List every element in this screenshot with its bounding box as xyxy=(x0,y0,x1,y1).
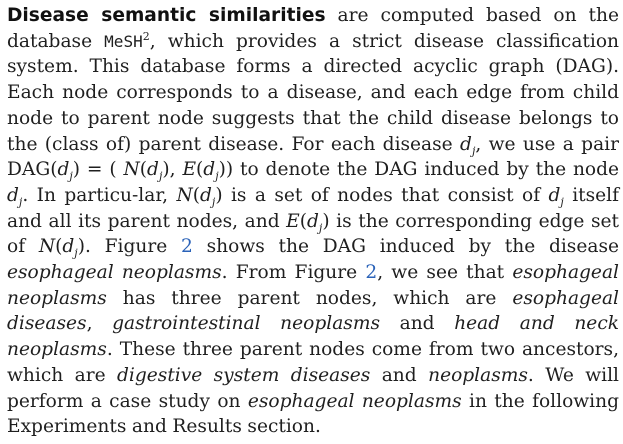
math-n-dj: $N(d_j)$ xyxy=(38,236,85,261)
figure-reference-link[interactable]: 2 xyxy=(181,236,193,258)
math-e-dj: $E(d_j)$ xyxy=(286,210,330,235)
text-segment: , we use a pair xyxy=(475,133,619,155)
text-segment: . Figure xyxy=(84,236,182,258)
math-dj: $d_j$ xyxy=(548,184,564,209)
text-segment: , xyxy=(86,313,113,335)
math-dj: $d_j$ xyxy=(460,133,476,158)
text-segment: in the following Experiments and Results section. xyxy=(7,390,620,438)
disease-term: head and neck neoplasms xyxy=(7,313,619,361)
math-n-dj: $N(d_j)$ xyxy=(176,184,223,209)
database-name: MeSH xyxy=(104,31,143,51)
body-paragraph xyxy=(7,3,619,440)
text-segment: . From Figure xyxy=(221,262,366,284)
text-segment: is a set of nodes that consist of xyxy=(222,184,549,206)
text-segment: . These three parent nodes come from two ancestors, which are xyxy=(7,339,619,386)
paragraph-lead-in: Disease semantic similarities xyxy=(7,5,326,26)
text-segment: . We will perform a case study on xyxy=(7,364,619,412)
disease-term: digestive system diseases xyxy=(117,364,371,386)
figure-reference-link[interactable]: 2 xyxy=(365,262,378,284)
disease-term: esophageal neoplasms xyxy=(7,262,222,284)
text-segment: . In particu-lar, xyxy=(22,184,177,206)
disease-term: esophageal neoplasms xyxy=(247,390,462,412)
text-segment: and xyxy=(370,364,429,386)
footnote-marker: 2 xyxy=(142,29,150,43)
text-segment: , we see that xyxy=(377,262,513,284)
text-segment: , which provides a strict disease classification system. This database forms a directed acyclic graph (DAG). Each node corresponds to a disease, and each edge from child node to parent node suggests that the child disease belongs to the (class of) parent disease. For each disease xyxy=(7,30,620,155)
text-segment: itself and all its parent nodes, and xyxy=(7,184,620,232)
math-dag-definition: $DAG(d_j)$ = ( $N(d_j)$, $E(d_j)$) xyxy=(7,159,234,183)
text-segment: shows the DAG induced by the disease xyxy=(192,236,619,258)
text-segment: to denote the DAG induced by the node xyxy=(233,159,620,181)
text-segment: has three parent nodes, which are xyxy=(106,287,513,309)
text-segment: is the corresponding edge set of xyxy=(7,210,619,258)
disease-term: esophageal neoplasms xyxy=(7,262,619,309)
disease-term: neoplasms xyxy=(428,364,528,386)
text-segment: and xyxy=(380,313,455,335)
math-dj: $d_j$ xyxy=(7,184,23,209)
disease-term: gastrointestinal neoplasms xyxy=(112,313,380,335)
text-segment: are computed based on the database xyxy=(7,5,619,52)
disease-term: esophageal diseases xyxy=(7,287,619,335)
